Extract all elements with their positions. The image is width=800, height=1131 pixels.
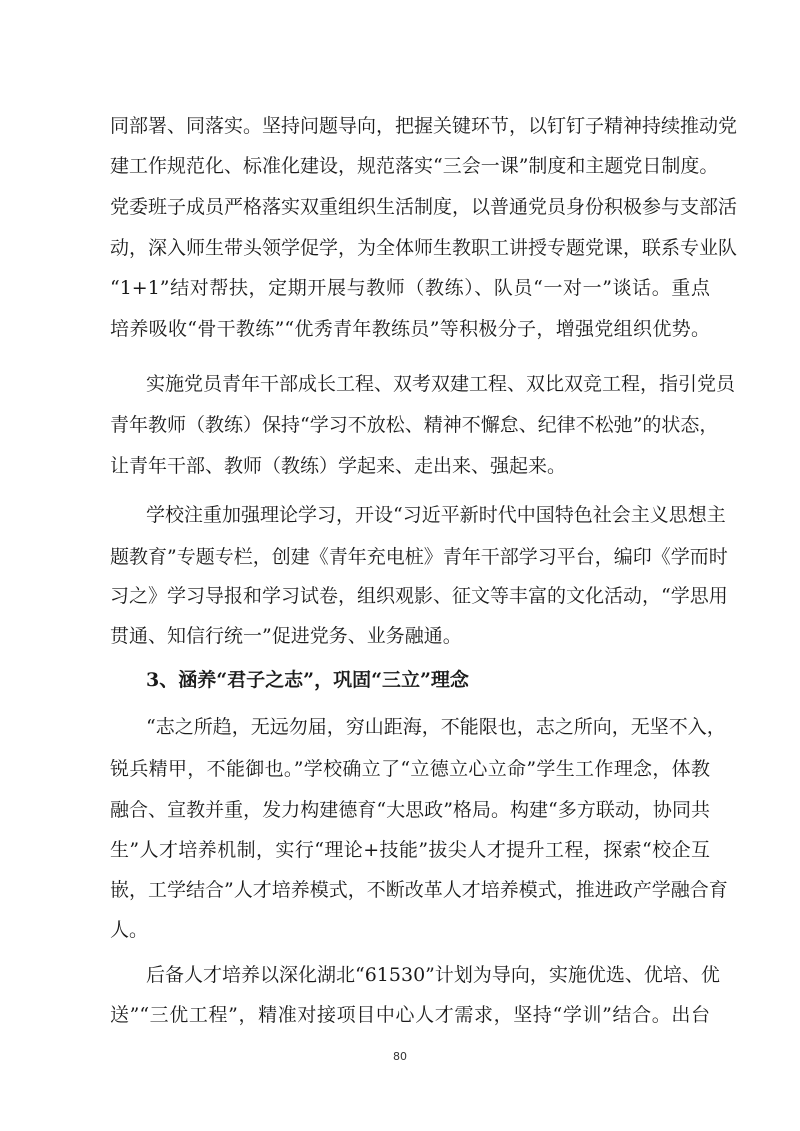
text-line: 送”“三优工程”，精准对接项目中心人才需求，坚持“学训”结合。出台 bbox=[110, 1004, 710, 1026]
text-line: 党委班子成员严格落实双重组织生活制度，以普通党员身份积极参与支部活 bbox=[110, 196, 738, 218]
text-line: 让青年干部、教师（教练）学起来、走出来、强起来。 bbox=[110, 455, 567, 477]
text-line: 融合、宣教并重，发力构建德育“大思政”格局。构建“多方联动，协同共 bbox=[110, 799, 710, 821]
text-line: 锐兵精甲，不能御也。”学校确立了“立德立心立命”学生工作理念，体教 bbox=[110, 758, 710, 780]
text-line: 人。 bbox=[110, 919, 149, 941]
text-line: 生”人才培养机制，实行“理论+技能”拔尖人才提升工程，探索“校企互 bbox=[110, 839, 710, 861]
text-line: “1+1”结对帮扶，定期开展与教师（教练）、队员“一对一”谈话。重点 bbox=[110, 277, 710, 299]
section-heading: 3、涵养“君子之志”，巩固“三立”理念 bbox=[146, 669, 469, 691]
text-line: 贯通、知信行统一”促进党务、业务融通。 bbox=[110, 625, 462, 647]
text-line: 培养吸收“骨干教练”“优秀青年教练员”等积极分子，增强党组织优势。 bbox=[110, 318, 710, 340]
text-line: 学校注重加强理论学习，开设“习近平新时代中国特色社会主义思想主 bbox=[146, 504, 726, 526]
text-line: 题教育”专题专栏，创建《青年充电桩》青年干部学习平台，编印《学而时 bbox=[110, 546, 728, 568]
text-line: 嵌，工学结合”人才培养模式，不断改革人才培养模式，推进政产学融合育 bbox=[110, 879, 728, 901]
text-line: “志之所趋，无远勿届，穷山距海，不能限也，志之所向，无坚不入， bbox=[146, 716, 726, 738]
text-line: 后备人才培养以深化湖北“61530”计划为导向，实施优选、优培、优 bbox=[146, 964, 720, 986]
text-line: 动，深入师生带头领学促学，为全体师生教职工讲授专题党课，联系专业队 bbox=[110, 237, 738, 259]
text-line: 建工作规范化、标准化建设，规范落实“三会一课”制度和主题党日制度。 bbox=[110, 155, 719, 177]
text-line: 实施党员青年干部成长工程、双考双建工程、双比双竞工程，指引党员 bbox=[146, 373, 736, 395]
page-number: 80 bbox=[393, 1050, 407, 1063]
text-line: 同部署、同落实。坚持问题导向，把握关键环节，以钉钉子精神持续推动党 bbox=[110, 115, 738, 137]
text-line: 习之》学习导报和学习试卷，组织观影、征文等丰富的文化活动，“学思用 bbox=[110, 585, 728, 607]
text-line: 青年教师（教练）保持“学习不放松、精神不懈怠、纪律不松弛”的状态， bbox=[110, 414, 719, 436]
